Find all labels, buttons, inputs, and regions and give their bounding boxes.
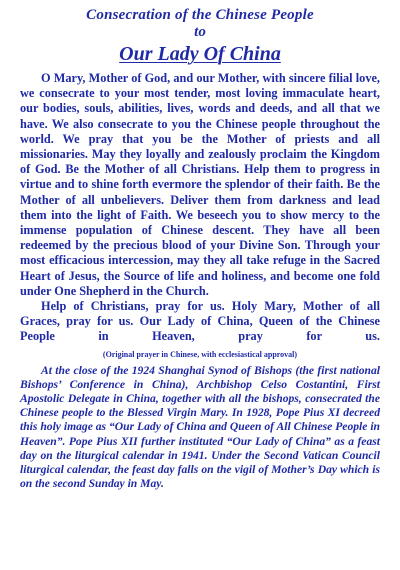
history-paragraph: At the close of the 1924 Shanghai Synod of Bishops (the first national Bishops’ Conference in China), Archbishop Celso Costantini, First Apostolic Delegate in China, together with all the bishops, consecrated the Chinese people to the Blessed Virgin Mary. In 1928, Pope Pius XI decreed this holy image as “Our Lady of China and Queen of All Chinese People in Heaven”. Pope Pius XII further instituted “Our Lady of China” as a feast day on the liturgical calendar in 1941. Under the Second Vatican Council liturgical calendar, the feast day falls on the vigil of Mother’s Day which is on the second Sunday in May. (20, 363, 380, 491)
approval-note: (Original prayer in Chinese, with ecclesiastical approval) (102, 349, 298, 359)
prayer-paragraph-2: Help of Christians, pray for us. Holy Mary, Mother of all Graces, pray for us. Our Lady of China, Queen of the Chinese People in Heaven, pray for us. (20, 299, 380, 344)
title-to: to (194, 24, 206, 40)
title-consecration: Consecration of the Chinese People (86, 7, 314, 23)
prayer-paragraph-1: O Mary, Mother of God, and our Mother, with sincere filial love, we consecrate to your most tender, most loving immaculate heart, our bodies, souls, abilities, lives, words and deeds, and all that we have. We also consecrate to you the Chinese people throughout the world. We pray that you be the Mother of priests and all missionaries. May they loyally and zealously proclaim the Kingdom of God. Be the Mother of all Christians. Help them to progress in virtue and to shine forth evermore the splendor of their faith. Be the Mother of all unbelievers. Deliver them from darkness and lead them into the light of Faith. We beseech you to show mercy to the immense population of Chinese descent. They have all been redeemed by the precious blood of your Divine Son. Through your most efficacious intercession, may they all take refuge in the Sacred Heart of Jesus, the Source of life and holiness, and become one fold under One Shepherd in the Church. (20, 71, 380, 298)
title-our-lady-of-china: Our Lady Of China (119, 43, 281, 65)
